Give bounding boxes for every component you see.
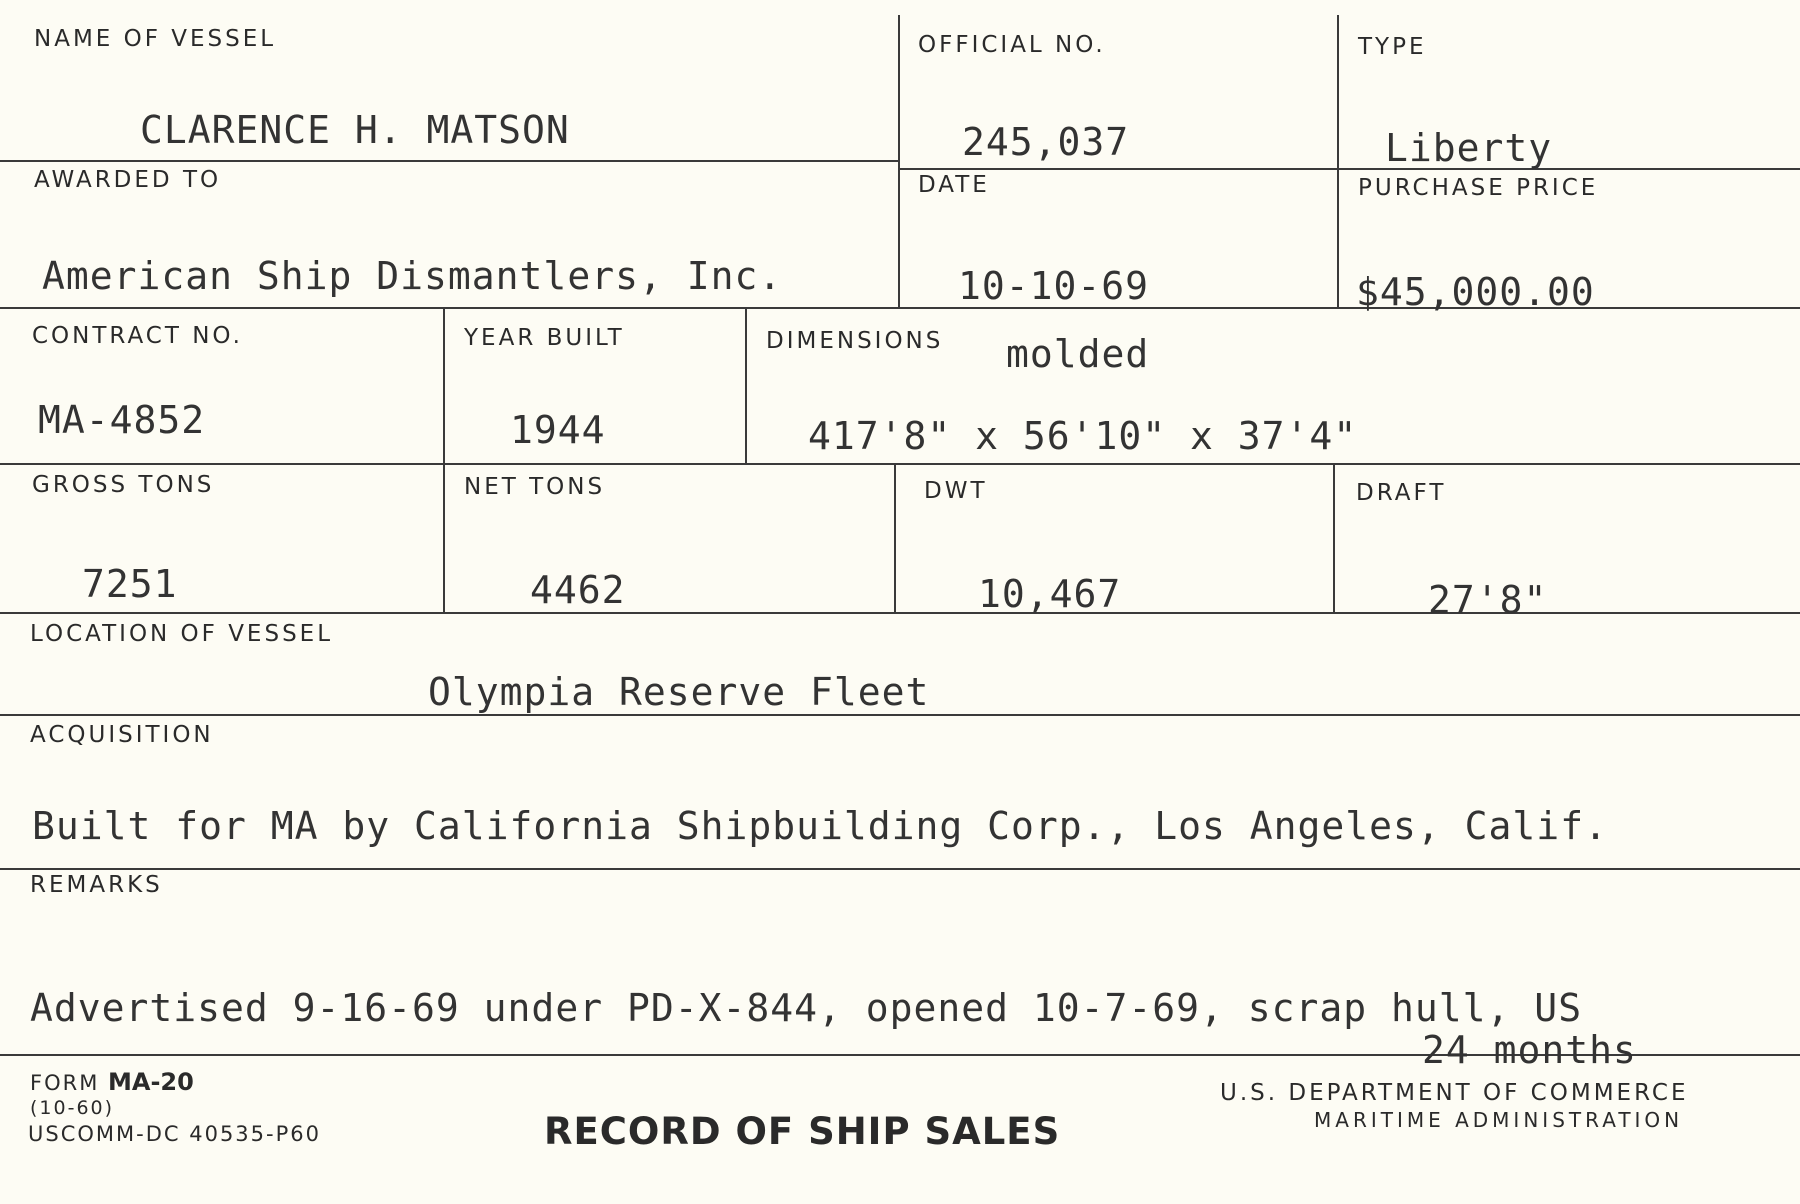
draft-value: 27'8" xyxy=(1428,578,1548,622)
dwt-value: 10,467 xyxy=(978,572,1122,616)
row-line-1a xyxy=(0,160,900,162)
awarded-to-value: American Ship Dismantlers, Inc. xyxy=(42,254,783,298)
location-value: Olympia Reserve Fleet xyxy=(428,670,930,714)
col-line-6 xyxy=(1333,463,1335,612)
col-line-4 xyxy=(745,307,747,463)
date-label: DATE xyxy=(918,172,990,198)
dimensions-label: DIMENSIONS xyxy=(766,328,944,354)
contract-no-value: MA-4852 xyxy=(38,398,206,442)
form-code: USCOMM-DC 40535-P60 xyxy=(28,1122,321,1146)
contract-no-label: CONTRACT NO. xyxy=(32,323,243,349)
form-prefix: FORM xyxy=(30,1071,100,1095)
awarded-to-label: AWARDED TO xyxy=(34,167,222,193)
col-line-1 xyxy=(898,15,900,307)
vessel-name-label: NAME OF VESSEL xyxy=(34,26,277,52)
type-value: Liberty xyxy=(1385,126,1553,170)
type-label: TYPE xyxy=(1358,34,1427,60)
vessel-name-value: CLARENCE H. MATSON xyxy=(140,108,570,152)
dimensions-note: molded xyxy=(1006,332,1150,376)
acquisition-label: ACQUISITION xyxy=(30,722,214,748)
remarks-value: Advertised 9-16-69 under PD-X-844, opened 10-7-69, scrap hull, US xyxy=(30,986,1583,1030)
year-built-value: 1944 xyxy=(510,408,606,452)
net-tons-label: NET TONS xyxy=(464,474,606,500)
row-line-6 xyxy=(0,868,1800,870)
form-id: MA-20 xyxy=(108,1068,194,1096)
acquisition-value: Built for MA by California Shipbuilding Corp., Los Angeles, Calif. xyxy=(32,804,1608,848)
purchase-price-value: $45,000.00 xyxy=(1356,270,1595,314)
gross-tons-value: 7251 xyxy=(82,562,178,606)
gross-tons-label: GROSS TONS xyxy=(32,472,215,498)
remarks-value-2: 24 months xyxy=(1422,1028,1637,1072)
col-line-2 xyxy=(1337,15,1339,307)
net-tons-value: 4462 xyxy=(530,568,626,612)
dwt-label: DWT xyxy=(924,478,988,504)
remarks-label: REMARKS xyxy=(30,872,163,898)
year-built-label: YEAR BUILT xyxy=(464,325,625,351)
department-name: U.S. DEPARTMENT OF COMMERCE xyxy=(1220,1080,1689,1106)
location-label: LOCATION OF VESSEL xyxy=(30,621,334,647)
dimensions-value: 417'8" x 56'10" x 37'4" xyxy=(808,414,1358,458)
official-no-label: OFFICIAL NO. xyxy=(918,32,1106,58)
col-line-3 xyxy=(443,307,445,612)
purchase-price-label: PURCHASE PRICE xyxy=(1358,175,1599,201)
form-title: RECORD OF SHIP SALES xyxy=(544,1110,1061,1153)
col-line-5 xyxy=(894,463,896,612)
row-line-3 xyxy=(0,463,1800,465)
administration-name: MARITIME ADMINISTRATION xyxy=(1314,1108,1684,1132)
official-no-value: 245,037 xyxy=(962,120,1130,164)
form-number xyxy=(30,1068,194,1096)
draft-label: DRAFT xyxy=(1356,480,1447,506)
row-line-5 xyxy=(0,714,1800,716)
date-value: 10-10-69 xyxy=(958,264,1150,308)
form-date: (10-60) xyxy=(30,1097,115,1119)
row-line-1b xyxy=(900,168,1800,170)
